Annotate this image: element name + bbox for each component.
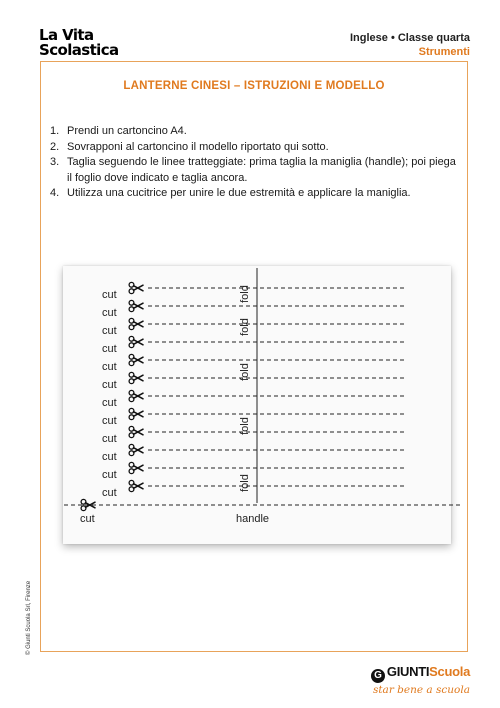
section-label: Strumenti	[418, 46, 470, 58]
publisher-part1: GIUNTI	[386, 664, 430, 679]
cut-label: cut	[102, 325, 117, 337]
cut-label: cut	[102, 307, 117, 319]
handle-label: handle	[236, 513, 270, 525]
cut-label: cut	[102, 379, 117, 391]
header-info	[350, 31, 470, 59]
instruction-item	[50, 186, 460, 202]
publisher-part2: Scuola	[429, 664, 470, 679]
cut-label: cut	[102, 433, 117, 445]
instruction-number: 3.	[50, 156, 60, 169]
instruction-text: Sovrapponi al cartoncino il modello riportato qui sotto.	[67, 140, 329, 153]
instruction-number: 4.	[50, 187, 60, 200]
logo-line-1: La Vita	[39, 26, 94, 44]
cut-label: cut	[102, 451, 117, 463]
fold-label: fold	[239, 318, 251, 336]
cut-label: cut	[102, 361, 117, 373]
instruction-item	[50, 155, 460, 186]
instruction-number: 1.	[50, 125, 60, 137]
cut-label: cut	[102, 343, 117, 355]
instruction-text: Prendi un cartoncino A4.	[67, 125, 187, 137]
publisher-logo	[371, 664, 470, 696]
cut-label: cut	[80, 513, 95, 525]
fold-label: fold	[239, 417, 251, 435]
fold-label: fold	[239, 474, 251, 492]
page-title: LANTERNE CINESI – ISTRUZIONI E MODELLO	[123, 80, 385, 92]
instruction-item	[50, 140, 460, 156]
publisher-g-icon: G	[371, 669, 385, 683]
magazine-logo	[39, 28, 119, 58]
cut-label: cut	[102, 289, 117, 301]
fold-label: fold	[239, 285, 251, 303]
copyright-note: © Giunti Scuola Srl, Firenze	[26, 580, 32, 655]
instruction-number: 2.	[50, 140, 60, 153]
cut-label: cut	[102, 415, 117, 427]
instruction-text: Taglia seguendo le linee tratteggiate: prima taglia la maniglia (handle); poi piega il foglio dove indicato e taglia ancora.	[67, 156, 456, 184]
cut-label: cut	[102, 487, 117, 499]
cut-label: cut	[102, 469, 117, 481]
subject-label: Inglese • Classe quarta	[349, 32, 470, 44]
instruction-item	[50, 124, 460, 140]
instruction-text: Utilizza una cucitrice per unire le due estremità e applicare la maniglia.	[67, 187, 411, 200]
fold-label: fold	[239, 363, 251, 381]
lantern-template-card	[63, 266, 451, 544]
logo-line-2: Scolastica	[39, 41, 119, 59]
instruction-list	[50, 124, 460, 202]
publisher-tagline: star bene a scuola	[372, 684, 470, 696]
publisher-name	[371, 664, 470, 683]
cut-label: cut	[102, 397, 117, 409]
